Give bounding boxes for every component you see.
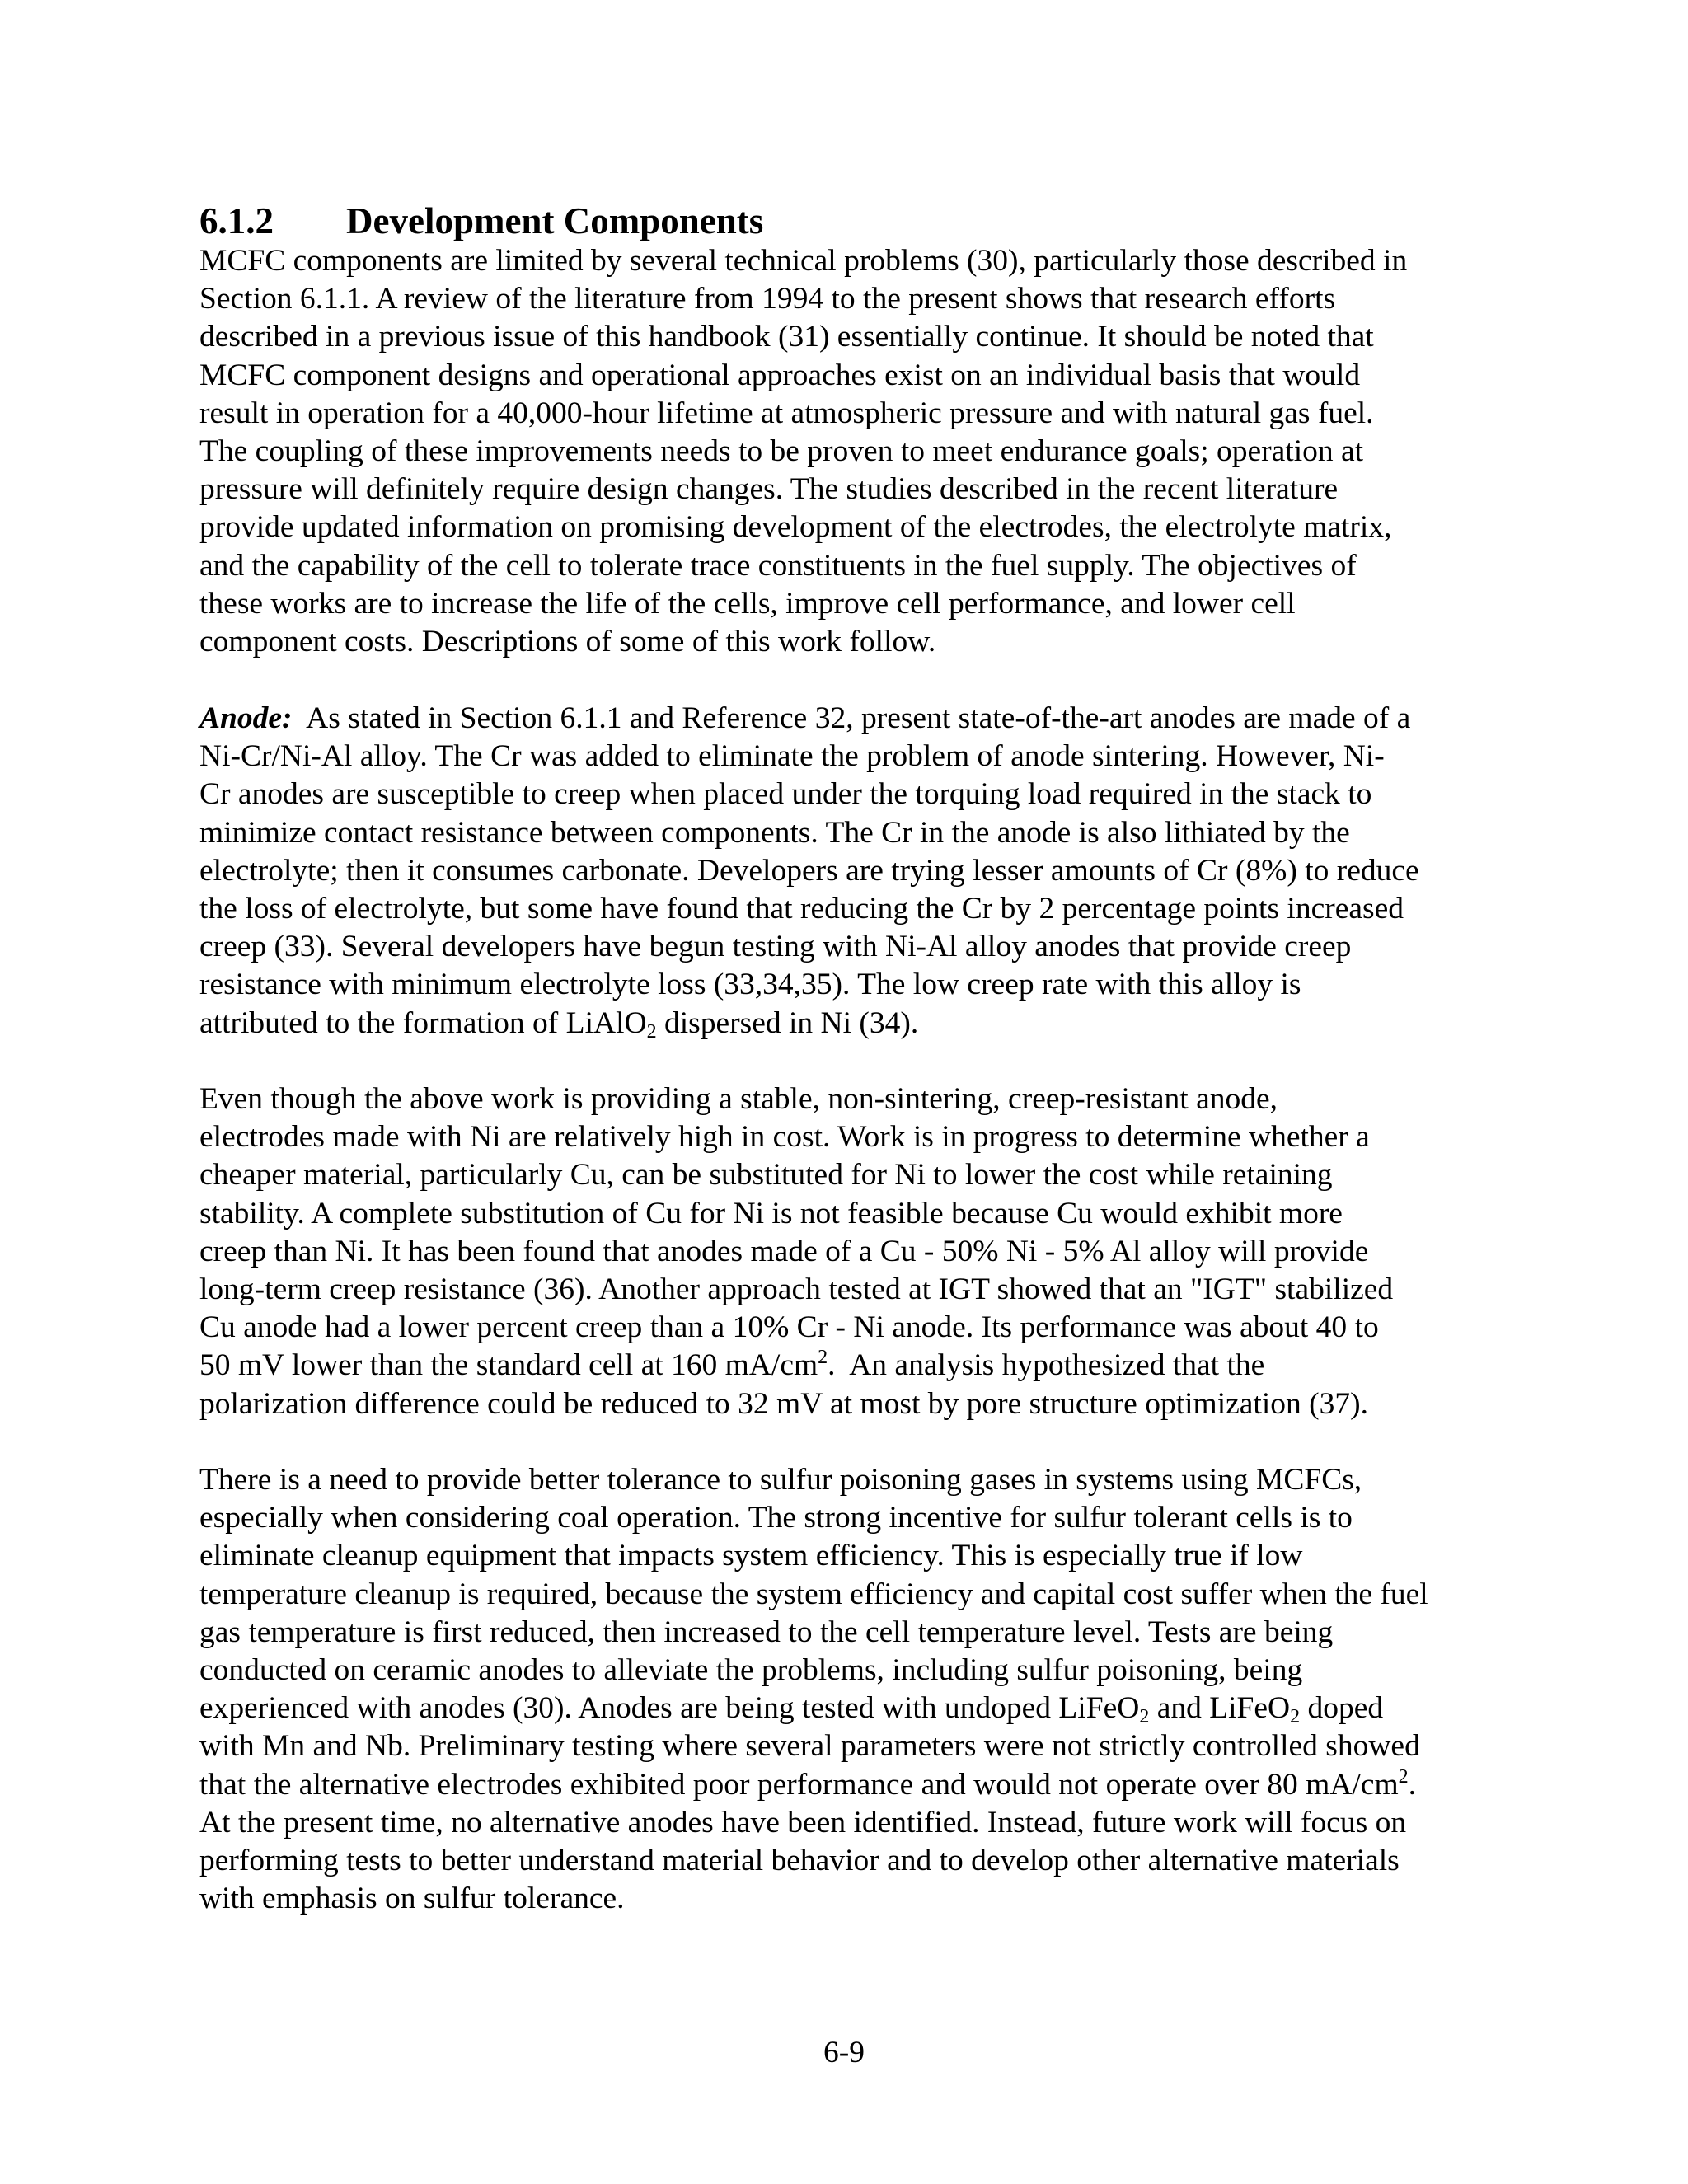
superscript: 2: [1398, 1765, 1409, 1788]
text-line: Section 6.1.1. A review of the literature from 1994 to the present shows that research efforts: [199, 282, 1336, 316]
text-line: conducted on ceramic anodes to alleviate the problems, including sulfur poisoning, being: [199, 1653, 1303, 1688]
text-line: resistance with minimum electrolyte loss (33,34,35). The low creep rate with this alloy is: [199, 968, 1301, 1002]
text-line: Ni-Cr/Ni-Al alloy. The Cr was added to eliminate the problem of anode sintering. However, Ni-: [199, 739, 1385, 774]
text-line: MCFC components are limited by several technical problems (30), particularly those described in: [199, 244, 1408, 278]
text-fragment: that the alternative electrodes exhibited poor performance and would not operate over 80 mA/cm: [199, 1767, 1399, 1802]
text-line: cheaper material, particularly Cu, can be substituted for Ni to lower the cost while retaining: [199, 1158, 1333, 1193]
text-line: creep (33). Several developers have begun testing with Ni-Al alloy anodes that provide creep: [199, 930, 1352, 964]
text-line: and the capability of the cell to tolerate trace constituents in the fuel supply. The objectives of: [199, 548, 1357, 583]
text-line: Cu anode had a lower percent creep than a 10% Cr - Ni anode. Its performance was about 40 to: [199, 1310, 1379, 1345]
text-line: MCFC component designs and operational approaches exist on an individual basis that would: [199, 358, 1361, 392]
text-line: component costs. Descriptions of some of this work follow.: [199, 625, 936, 659]
anode-lead-label: Anode:: [199, 701, 293, 735]
text-line: [199, 700, 1518, 738]
paragraph-sulfur: [199, 1461, 1518, 1918]
text-line: pressure will definitely require design changes. The studies described in the recent literature: [199, 472, 1339, 507]
section-title: Development Components: [346, 200, 764, 241]
text-fragment: doped: [1300, 1691, 1384, 1726]
text-line: [199, 1766, 1518, 1804]
text-fragment: experienced with anodes (30). Anodes are being tested with undoped LiFeO: [199, 1691, 1140, 1726]
text-line: the loss of electrolyte, but some have found that reducing the Cr by 2 percentage points increased: [199, 892, 1404, 926]
text-line: minimize contact resistance between components. The Cr in the anode is also lithiated by the: [199, 815, 1350, 850]
paragraph-anode: [199, 700, 1518, 1043]
text-fragment: . An analysis hypothesized that the: [828, 1348, 1265, 1383]
text-line: Even though the above work is providing a stable, non-sintering, creep-resistant anode,: [199, 1082, 1278, 1116]
text-line: these works are to increase the life of the cells, improve cell performance, and lower cell: [199, 586, 1296, 621]
text-line: result in operation for a 40,000-hour lifetime at atmospheric pressure and with natural gas fuel.: [199, 396, 1374, 430]
text-line: performing tests to better understand material behavior and to develop other alternative materials: [199, 1844, 1400, 1878]
text-line: electrolyte; then it consumes carbonate. Developers are trying lesser amounts of Cr (8%) to reduce: [199, 853, 1419, 888]
text-line: The coupling of these improvements needs to be proven to meet endurance goals; operation at: [199, 434, 1364, 469]
text-line: temperature cleanup is required, because the system efficiency and capital cost suffer when the fuel: [199, 1577, 1428, 1611]
text-fragment: and LiFeO: [1149, 1691, 1291, 1726]
text-fragment: attributed to the formation of LiAlO: [199, 1005, 647, 1040]
text-line: gas temperature is first reduced, then increased to the cell temperature level. Tests are being: [199, 1615, 1334, 1649]
text-line: creep than Ni. It has been found that anodes made of a Cu - 50% Ni - 5% Al alloy will provide: [199, 1234, 1369, 1268]
paragraph-cost: [199, 1080, 1518, 1423]
text-line: long-term creep resistance (36). Another approach tested at IGT showed that an "IGT" stabilized: [199, 1272, 1394, 1307]
text-fragment: .: [1408, 1767, 1417, 1802]
anode-first-line: As stated in Section 6.1.1 and Reference 32, present state-of-the-art anodes are made of a: [292, 701, 1411, 735]
subscript: 2: [646, 1020, 657, 1043]
page-number: 6-9: [823, 2036, 865, 2069]
text-line: with emphasis on sulfur tolerance.: [199, 1882, 625, 1916]
text-line: At the present time, no alternative anodes have been identified. Instead, future work will focus on: [199, 1805, 1407, 1840]
subscript: 2: [1290, 1706, 1301, 1728]
text-line: [199, 1005, 1518, 1043]
text-line: There is a need to provide better tolerance to sulfur poisoning gases in systems using MCFCs,: [199, 1463, 1362, 1497]
text-line: eliminate cleanup equipment that impacts system efficiency. This is especially true if low: [199, 1539, 1303, 1573]
text-line: stability. A complete substitution of Cu for Ni is not feasible because Cu would exhibit more: [199, 1196, 1343, 1230]
text-line: with Mn and Nb. Preliminary testing where several parameters were not strictly controlled showed: [199, 1729, 1420, 1764]
subscript: 2: [1139, 1706, 1150, 1728]
paragraph-intro: [199, 242, 1518, 661]
section-number: 6.1.2: [199, 200, 274, 241]
text-line: Cr anodes are susceptible to creep when placed under the torquing load required in the stack to: [199, 777, 1372, 812]
text-line: [199, 1347, 1518, 1385]
text-line: electrodes made with Ni are relatively high in cost. Work is in progress to determine whether a: [199, 1120, 1370, 1155]
text-line: provide updated information on promising development of the electrodes, the electrolyte matrix,: [199, 510, 1392, 545]
text-line: described in a previous issue of this handbook (31) essentially continue. It should be noted that: [199, 320, 1374, 354]
text-line: [199, 1690, 1518, 1727]
superscript: 2: [818, 1347, 828, 1369]
text-fragment: dispersed in Ni (34).: [656, 1005, 919, 1040]
text-line: polarization difference could be reduced to 32 mV at most by pore structure optimization (37).: [199, 1386, 1368, 1421]
text-fragment: 50 mV lower than the standard cell at 160 mA/cm: [199, 1348, 818, 1383]
section-heading: [199, 198, 763, 244]
text-line: especially when considering coal operation. The strong incentive for sulfur tolerant cells is to: [199, 1501, 1353, 1535]
